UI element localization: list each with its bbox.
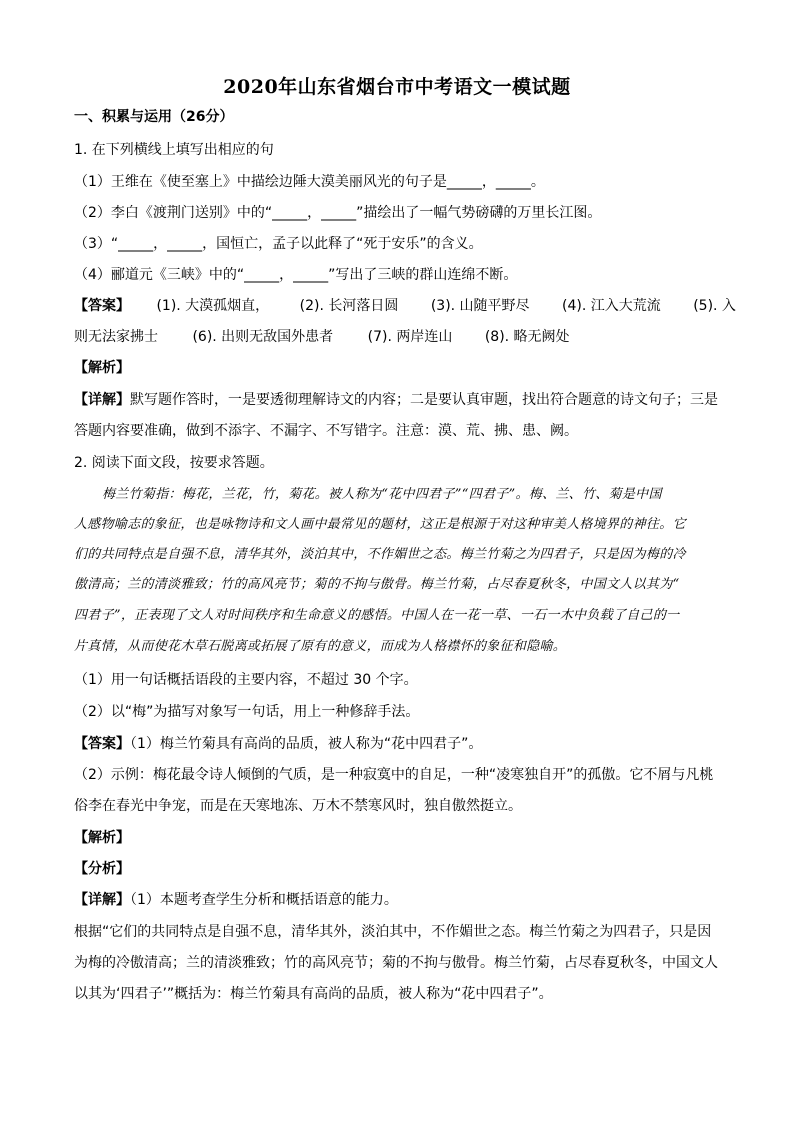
passage-line: 片真情，从而使花木草石脱离或拓展了原有的意义，而成为人格襟怀的象征和隐喻。	[74, 639, 567, 654]
passage-line: 梅兰竹菊指：梅花，兰花，竹，菊花。被人称为“花中四君子”“四君子”。梅、兰、竹、菊是中国	[102, 487, 662, 502]
question-2-detail-line: 以其为‘四君子’”概括为：梅兰竹菊具有高尚的品质，被人称为“花中四君子”。	[74, 986, 553, 1002]
question-1-answer-row	[74, 296, 736, 316]
answer-item: 则无法家拂士	[74, 329, 158, 345]
answer-item: (3). 山随平野尽	[430, 298, 530, 314]
question-1-detail-cont: 答题内容要准确，做到不添字、不漏字、不写错字。注意：漠、荒、拂、患、阙。	[74, 423, 578, 439]
answer-text: （1）梅兰竹菊具有高尚的品质，被人称为“花中四君子”。	[130, 736, 483, 752]
answer-item: (2). 长河落日圆	[299, 298, 399, 314]
answer-item: (6). 出则无敌国外患者	[192, 329, 334, 345]
question-1-item: （2）李白《渡荆门送别》中的“_____，_____”描绘出了一幅气势磅礴的万里长江图。	[74, 205, 602, 221]
passage-line: 傲清高；兰的清淡雅致；竹的高风亮节；菊的不拘与傲骨。梅兰竹菊，占尽春夏秋冬，中国文人以其为“	[74, 577, 680, 592]
answer-item: (7). 两岸连山	[367, 329, 453, 345]
question-1-item: （3）“_____，_____，国恒亡，孟子以此释了“死于安乐”的含义。	[74, 236, 483, 252]
question-2-detail-line: 为梅的冷傲清高；兰的清淡雅致；竹的高风亮节；菊的不拘与傲骨。梅兰竹菊，占尽春夏秋冬，中国文人	[74, 955, 718, 971]
question-1-item: （4）郦道元《三峡》中的“_____，_____”写出了三峡的群山连绵不断。	[74, 267, 518, 283]
section-heading: 一、积累与运用（26分）	[74, 109, 234, 125]
question-2-sub-1: （1）用一句话概括语段的主要内容，不超过 30 个字。	[74, 672, 418, 688]
detail-text: 默写题作答时，一是要透彻理解诗文的内容；二是要认真审题，找出符合题意的诗文句子；三是	[130, 392, 718, 408]
question-2-detail	[74, 890, 724, 910]
detail-tag: 【详解】	[74, 892, 130, 908]
detail-tag: 【详解】	[74, 392, 130, 408]
answer-item: (8). 略无阙处	[484, 329, 570, 345]
fenxi-tag: 【分析】	[74, 861, 130, 877]
answer-tag: 【答案】	[74, 298, 130, 314]
answer-item: (1). 大漠孤烟直，	[156, 298, 270, 314]
passage-line: 四君子”，正表现了文人对时间秩序和生命意义的感悟。中国人在一花一草、一石一木中负载了自己的一	[74, 608, 680, 623]
question-2-stem: 2. 阅读下面文段，按要求答题。	[74, 455, 274, 471]
question-2-detail-line: 根据“它们的共同特点是自强不息，清华其外，淡泊其中，不作媚世之态。梅兰竹菊之为四君子，只是因	[74, 924, 712, 940]
answer-item: (5). 入	[693, 298, 736, 314]
detail-text: （1）本题考查学生分析和概括语意的能力。	[130, 892, 398, 908]
question-2-answer-2: （2）示例：梅花最令诗人倾倒的气质，是一种寂寞中的自足，一种“凌寒独自开”的孤傲。它不屑与凡桃	[74, 767, 714, 783]
passage-line: 人感物喻志的象征，也是咏物诗和文人画中最常见的题材，这正是根源于对这种审美人格境界的神往。它	[74, 517, 686, 532]
question-1-stem: 1. 在下列横线上填写出相应的句	[74, 142, 274, 158]
page-title: 2020年山东省烟台市中考语文一模试题	[223, 76, 571, 98]
question-2-sub-2: （2）以“梅”为描写对象写一句话，用上一种修辞手法。	[74, 704, 420, 720]
question-1-answer-row-2	[74, 327, 724, 347]
question-2-answer-1	[74, 734, 724, 754]
answer-tag: 【答案】	[74, 736, 130, 752]
question-2-answer-2-cont: 俗李在春光中争宠，而是在天寒地冻、万木不禁寒风时，独自傲然挺立。	[74, 798, 522, 814]
question-1-detail	[74, 390, 724, 410]
question-1-item: （1）王维在《使至塞上》中描绘边陲大漠美丽风光的句子是_____，_____。	[74, 174, 545, 190]
answer-item: (4). 江入大荒流	[562, 298, 661, 314]
passage-line: 们的共同特点是自强不息，清华其外，淡泊其中，不作媚世之态。梅兰竹菊之为四君子，只是因为梅的冷	[74, 547, 686, 562]
analysis-tag: 【解析】	[74, 360, 130, 376]
analysis-tag: 【解析】	[74, 830, 130, 846]
